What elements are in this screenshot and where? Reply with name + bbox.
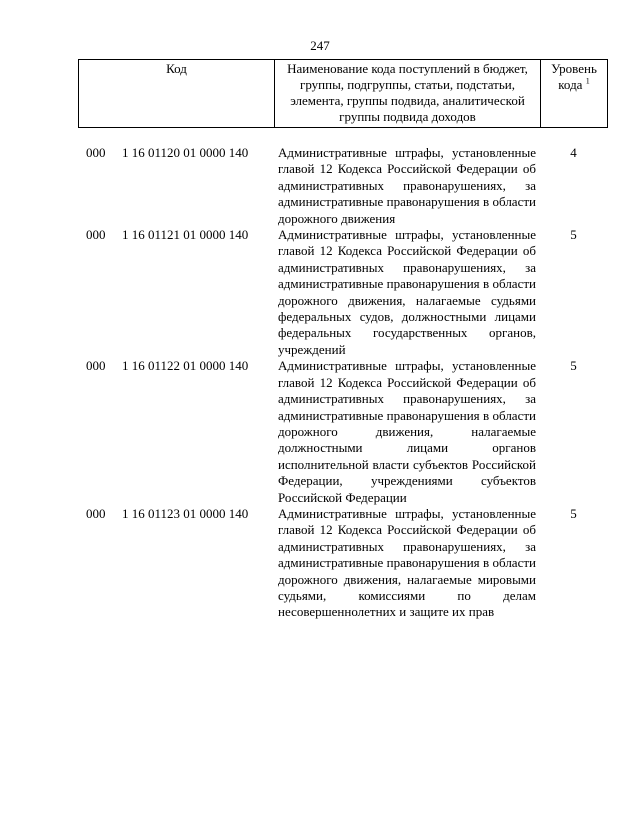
table-row	[78, 358, 607, 506]
header-code-label: Код	[166, 61, 187, 76]
table-row	[78, 506, 607, 621]
row-code-prefix: 000	[86, 505, 106, 521]
row-level: 5	[570, 358, 577, 374]
table-body	[78, 145, 607, 621]
row-level: 5	[570, 227, 577, 243]
row-code: 1 16 01121 01 0000 140	[122, 227, 249, 243]
row-code-prefix: 000	[86, 358, 106, 374]
row-code-cell	[78, 506, 274, 522]
row-code-cell	[78, 358, 274, 374]
table-header	[78, 59, 608, 128]
row-name: Административные штрафы, установленные главой 12 Кодекса Российской Федерации об административных правонарушениях, за административные правонарушения в области дорожного движения, налагаемые мировыми судьями, комиссиями по делам несовершеннолетних и защите их прав	[278, 505, 536, 620]
page-number: 247	[310, 38, 330, 53]
row-code: 1 16 01120 01 0000 140	[122, 145, 249, 160]
header-level	[541, 60, 608, 128]
row-code-cell	[78, 145, 274, 161]
row-name: Административные штрафы, установленные главой 12 Кодекса Российской Федерации об административных правонарушениях, за административные правонарушения в области дорожного движения, налагаемые должностными лицами органов исполнительной власти субъектов Российской Федерации, учреждениями субъектов Российской Федерации	[278, 358, 536, 505]
row-level: 4	[570, 145, 577, 160]
header-name-label: Наименование кода поступлений в бюджет, группы, подгруппы, статьи, подстатьи, элемента, группы подвида, аналитической группы подвида доходов	[287, 61, 528, 124]
row-level: 5	[570, 505, 577, 521]
row-code: 1 16 01123 01 0000 140	[122, 505, 249, 521]
row-name: Административные штрафы, установленные главой 12 Кодекса Российской Федерации об административных правонарушениях, за административные правонарушения в области дорожного движения, налагаемые судьями федеральных судов, должностными лицами федеральных государственных органов, учреждений	[278, 227, 536, 357]
row-code-prefix: 000	[86, 227, 106, 243]
table-row	[78, 145, 607, 227]
header-level-label: Уровень кода	[551, 61, 597, 92]
row-code-prefix: 000	[86, 145, 106, 160]
header-row	[79, 60, 608, 128]
row-code-cell	[78, 227, 274, 243]
header-code	[79, 60, 275, 128]
footnote-marker: 1	[585, 76, 590, 86]
row-code: 1 16 01122 01 0000 140	[122, 358, 249, 374]
table-row	[78, 227, 607, 358]
header-name	[275, 60, 541, 128]
row-name: Административные штрафы, установленные главой 12 Кодекса Российской Федерации об административных правонарушениях, за административные правонарушения в области дорожного движения	[278, 145, 536, 226]
